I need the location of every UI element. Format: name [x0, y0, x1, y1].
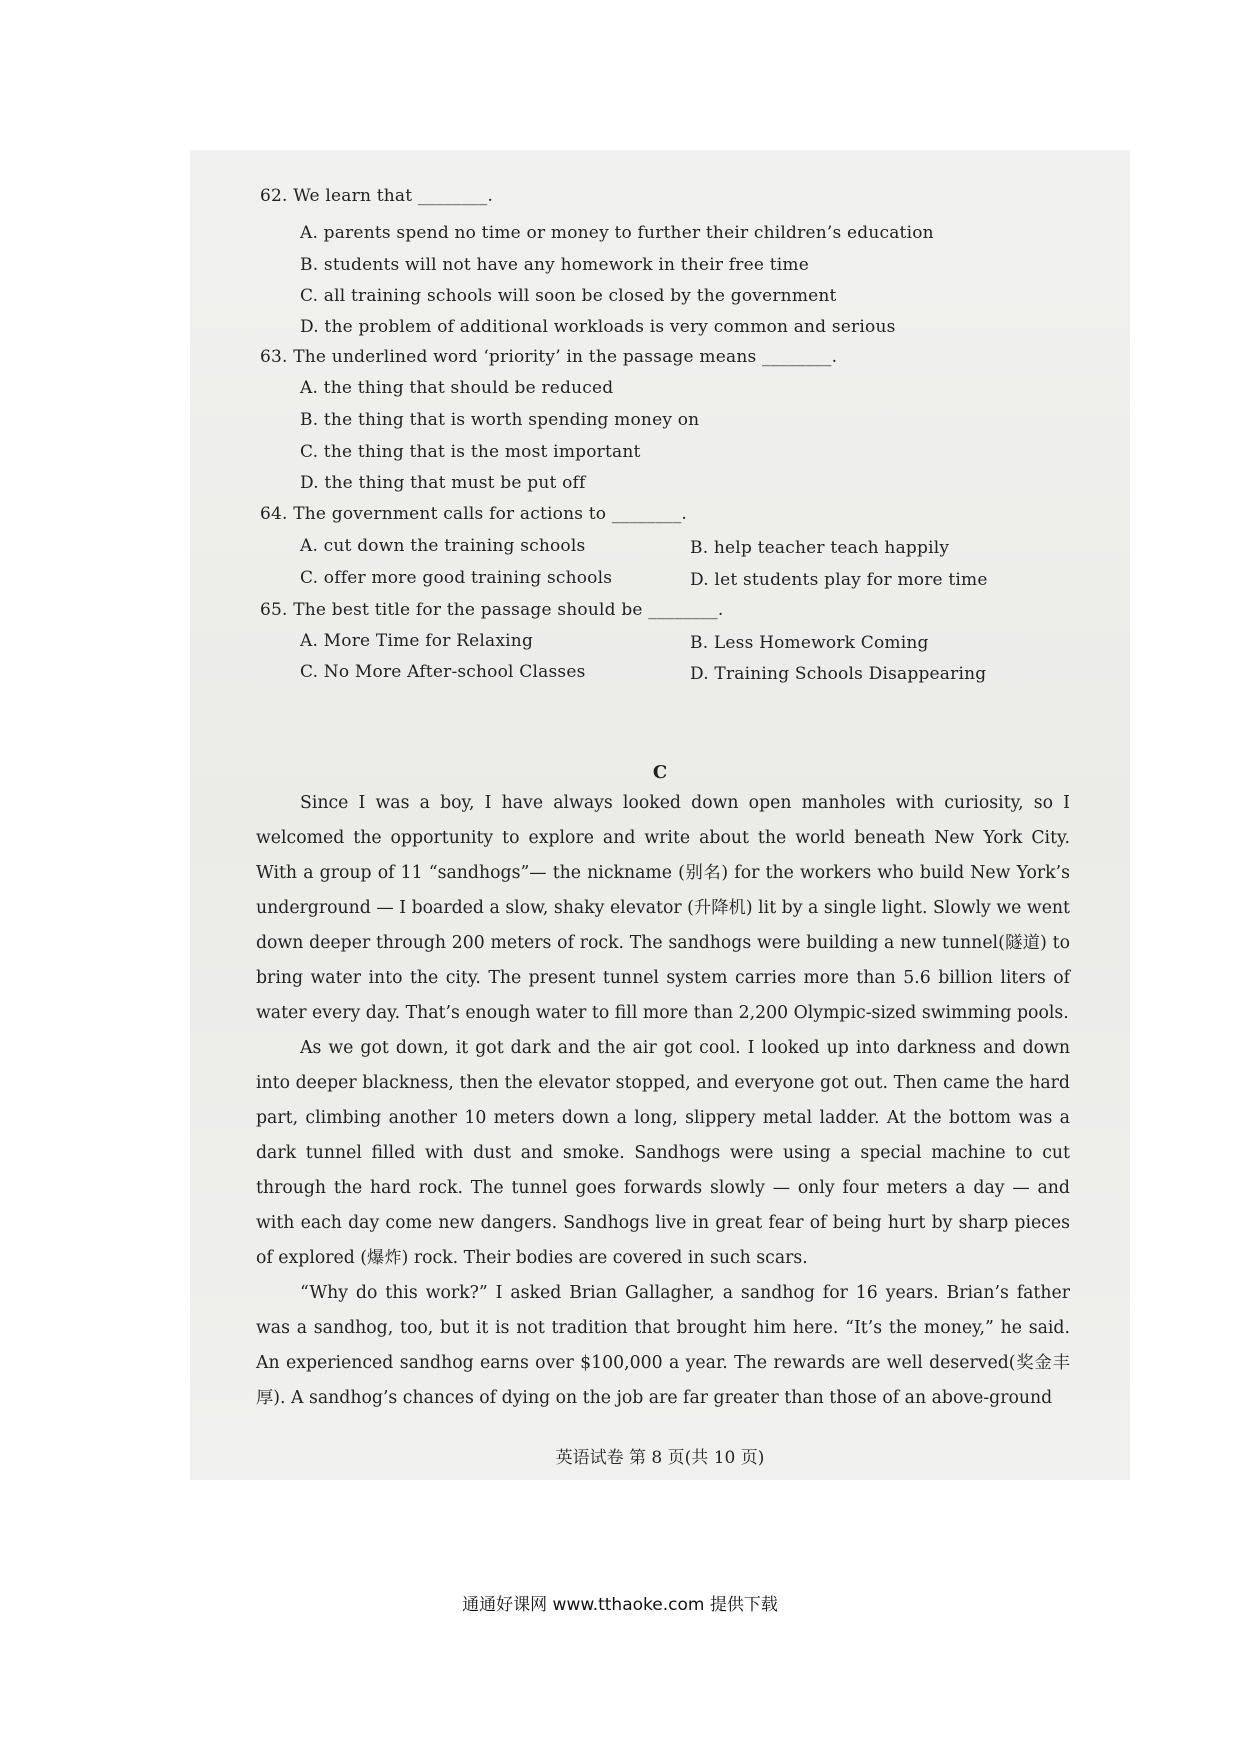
question-62-stem: 62. We learn that ________. [260, 186, 494, 206]
question-62-option-d: D. the problem of additional workloads is very common and serious [300, 317, 896, 337]
download-source-note: 通通好课网 www.tthaoke.com 提供下载 [462, 1595, 778, 1615]
question-65-option-a: A. More Time for Relaxing [300, 631, 534, 651]
question-63-option-a: A. the thing that should be reduced [300, 378, 614, 398]
page-footer: 英语试卷 第 8 页(共 10 页) [555, 1448, 765, 1468]
question-65-option-b: B. Less Homework Coming [690, 633, 929, 653]
question-64-option-a: A. cut down the training schools [300, 536, 586, 556]
question-62-option-a: A. parents spend no time or money to further their children’s education [300, 223, 934, 243]
passage-paragraph-1: Since I was a boy, I have always looked down open manholes with curiosity, so I welcomed the opportunity to explore and write about the world beneath New York City. With a group of 11 “sandhogs”— the nickname (别名) for the workers who build New York’s underground — I boarded a slow, shaky elevator (升降机) lit by a single light. Slowly we went down deeper through 200 meters of rock. The sandhogs were building a new tunnel(隧道) to bring water into the city. The present tunnel system carries more than 5.6 billion liters of water every day. That’s enough water to fill more than 2,200 Olympic-sized swimming pools. [256, 793, 1070, 1023]
exam-page [190, 150, 1130, 1480]
question-62-option-b: B. students will not have any homework in their free time [300, 255, 809, 275]
reading-passage [256, 786, 1070, 1416]
section-label: C [652, 762, 668, 783]
question-62-option-c: C. all training schools will soon be closed by the government [300, 286, 837, 306]
question-63-option-d: D. the thing that must be put off [300, 473, 586, 493]
passage-paragraph-3: “Why do this work?” I asked Brian Gallagher, a sandhog for 16 years. Brian’s father was a sandhog, too, but it is not tradition that brought him here. “It’s the money,” he said. An experienced sandhog earns over $100,000 a year. The rewards are well deserved(奖金丰厚). A sandhog’s chances of dying on the job are far greater than those of an above-ground [256, 1283, 1070, 1408]
question-63-option-b: B. the thing that is worth spending money on [300, 410, 700, 430]
question-63-stem: 63. The underlined word ‘priority’ in the passage means ________. [260, 347, 838, 367]
question-65-option-d: D. Training Schools Disappearing [690, 664, 987, 684]
question-64-option-c: C. offer more good training schools [300, 568, 613, 588]
passage-paragraph-2: As we got down, it got dark and the air got cool. I looked up into darkness and down into deeper blackness, then the elevator stopped, and everyone got out. Then came the hard part, climbing another 10 meters down a long, slippery metal ladder. At the bottom was a dark tunnel filled with dust and smoke. Sandhogs were using a special machine to cut through the hard rock. The tunnel goes forwards slowly — only four meters a day — and with each day come new dangers. Sandhogs live in great fear of being hurt by sharp pieces of explored (爆炸) rock. Their bodies are covered in such scars. [256, 1038, 1070, 1268]
question-63-option-c: C. the thing that is the most important [300, 442, 641, 462]
question-64-stem: 64. The government calls for actions to ________. [260, 504, 688, 524]
question-65-stem: 65. The best title for the passage should be ________. [260, 600, 724, 620]
question-65-option-c: C. No More After-school Classes [300, 662, 586, 682]
question-64-option-d: D. let students play for more time [690, 570, 988, 590]
question-64-option-b: B. help teacher teach happily [690, 538, 950, 558]
